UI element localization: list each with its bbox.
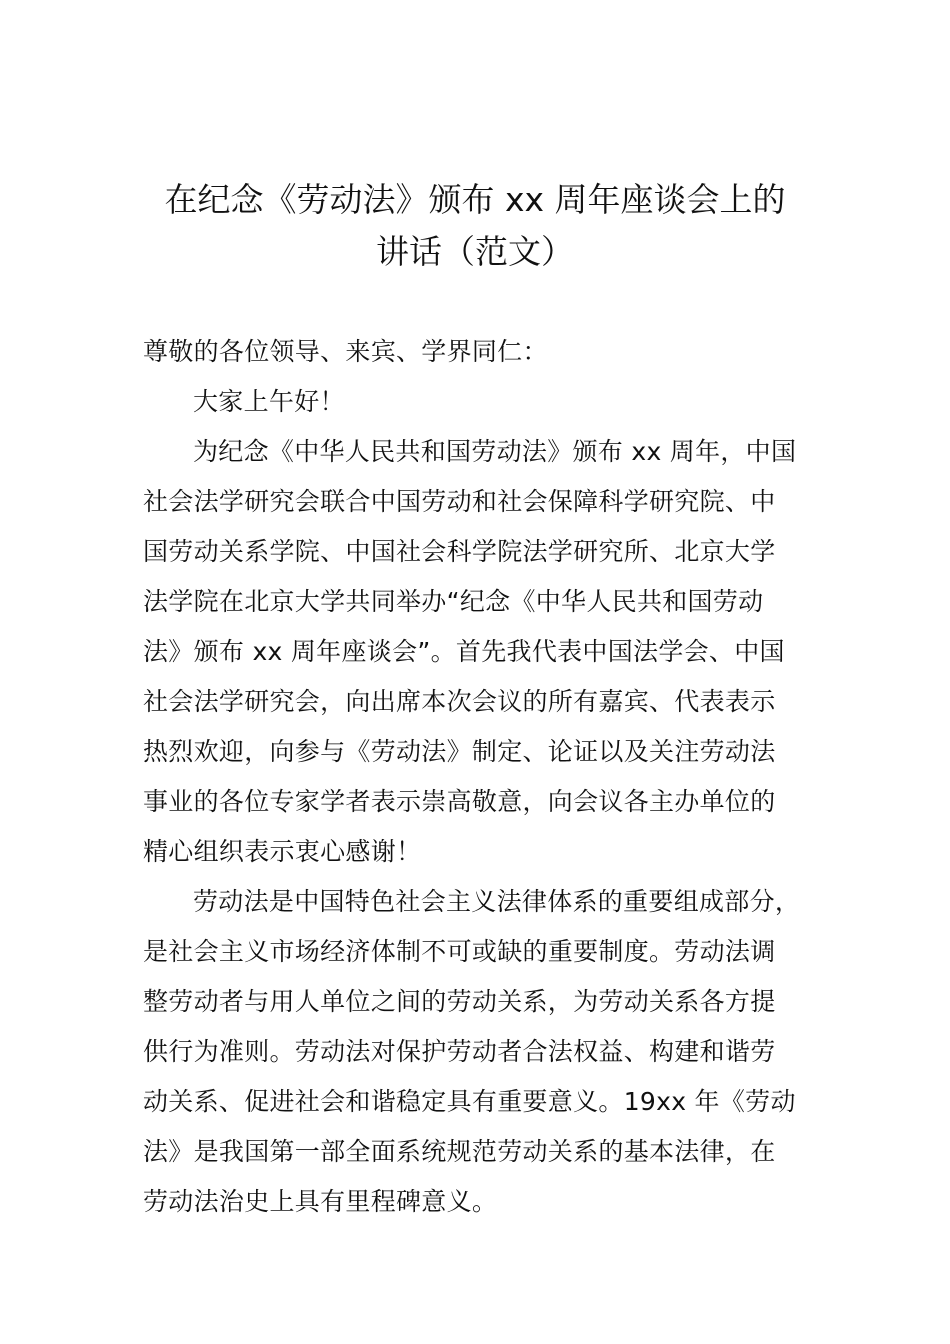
paragraph-line: 社会法学研究会，向出席本次会议的所有嘉宾、代表表示 [143,687,776,716]
paragraph-line: 法学院在北京大学共同举办“纪念《中华人民共和国劳动 [143,587,764,616]
paragraph-line: 事业的各位专家学者表示崇高敬意，向会议各主办单位的 [143,787,776,816]
paragraph-1 [143,427,813,877]
greeting: 大家上午好！ [193,387,345,416]
title-line-2: 讲话（范文） [376,232,574,271]
paragraph-line: 法》颁布 xx 周年座谈会”。首先我代表中国法学会、中国 [143,637,785,666]
document-title [140,174,810,278]
document-body [143,327,813,1227]
paragraph-line: 劳动法治史上具有里程碑意义。 [143,1187,498,1216]
paragraph-line: 精心组织表示衷心感谢！ [143,837,422,866]
paragraph-line: 热烈欢迎，向参与《劳动法》制定、论证以及关注劳动法 [143,737,776,766]
paragraph-line: 为纪念《中华人民共和国劳动法》颁布 xx 周年，中国 [193,437,797,466]
paragraph-line: 社会法学研究会联合中国劳动和社会保障科学研究院、中 [143,487,776,516]
paragraph-line: 是社会主义市场经济体制不可或缺的重要制度。劳动法调 [143,937,776,966]
paragraph-line: 动关系、促进社会和谐稳定具有重要意义。19xx 年《劳动 [143,1087,796,1116]
salutation: 尊敬的各位领导、来宾、学界同仁： [143,337,548,366]
paragraph-line: 劳动法是中国特色社会主义法律体系的重要组成部分， [193,887,801,916]
paragraph-2 [143,877,813,1227]
paragraph-line: 供行为准则。劳动法对保护劳动者合法权益、构建和谐劳 [143,1037,776,1066]
title-line-1: 在纪念《劳动法》颁布 xx 周年座谈会上的 [164,180,786,219]
paragraph-line: 整劳动者与用人单位之间的劳动关系，为劳动关系各方提 [143,987,776,1016]
paragraph-line: 法》是我国第一部全面系统规范劳动关系的基本法律，在 [143,1137,776,1166]
paragraph-line: 国劳动关系学院、中国社会科学院法学研究所、北京大学 [143,537,776,566]
